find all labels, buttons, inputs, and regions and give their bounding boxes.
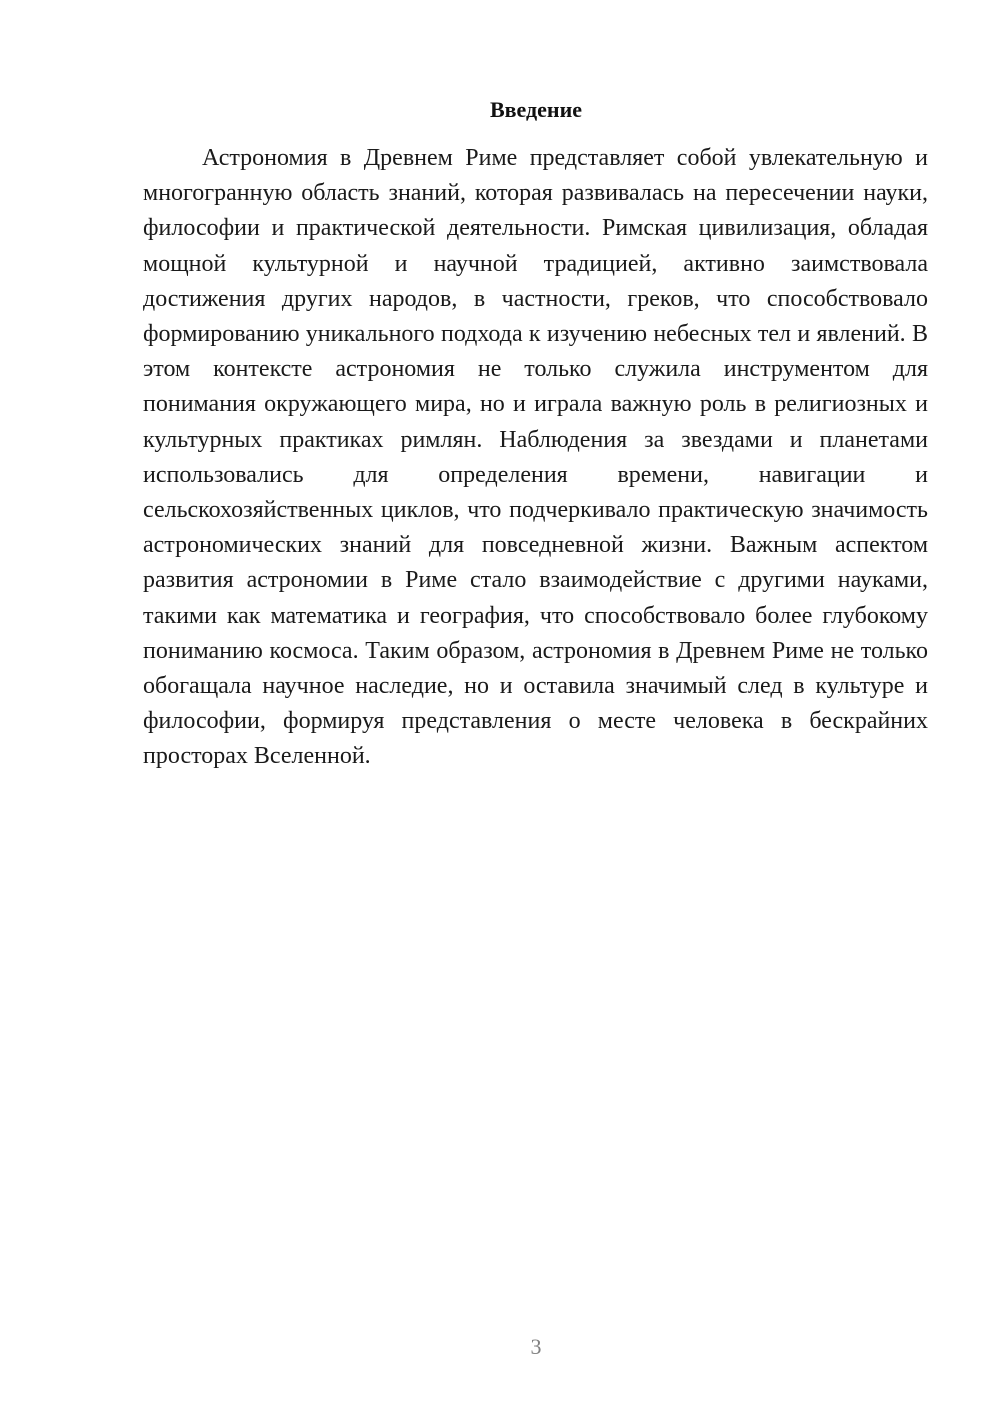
- page-number: 3: [530, 1334, 542, 1359]
- section-heading: Введение: [489, 97, 583, 122]
- body-paragraph: Астрономия в Древнем Риме представляет собой увлекательную и многогранную область знаний, которая развивалась на пересечении науки, философии и практической деятельности. Римская цивилизация, обладая мощной культурной и научной традицией, активно заимствовала достижения других народов, в частности, греков, что способствовало формированию уникального подхода к изучению небесных тел и явлений. В этом контексте астрономия не только служила инструментом для понимания окружающего мира, но и играла важную роль в религиозных и культурных практиках римлян. Наблюдения за звездами и планетами использовались для определения времени, навигации и сельскохозяйственных циклов, что подчеркивало практическую значимость астрономических знаний для повседневной жизни. Важным аспектом развития астрономии в Риме стало взаимодействие с другими науками, такими как математика и география, что способствовало более глубокому пониманию космоса. Таким образом, астрономия в Древнем Риме не только обогащала научное наследие, но и оставила значимый след в культуре и философии, формируя представления о месте человека в бескрайних просторах Вселенной.: [143, 145, 928, 770]
